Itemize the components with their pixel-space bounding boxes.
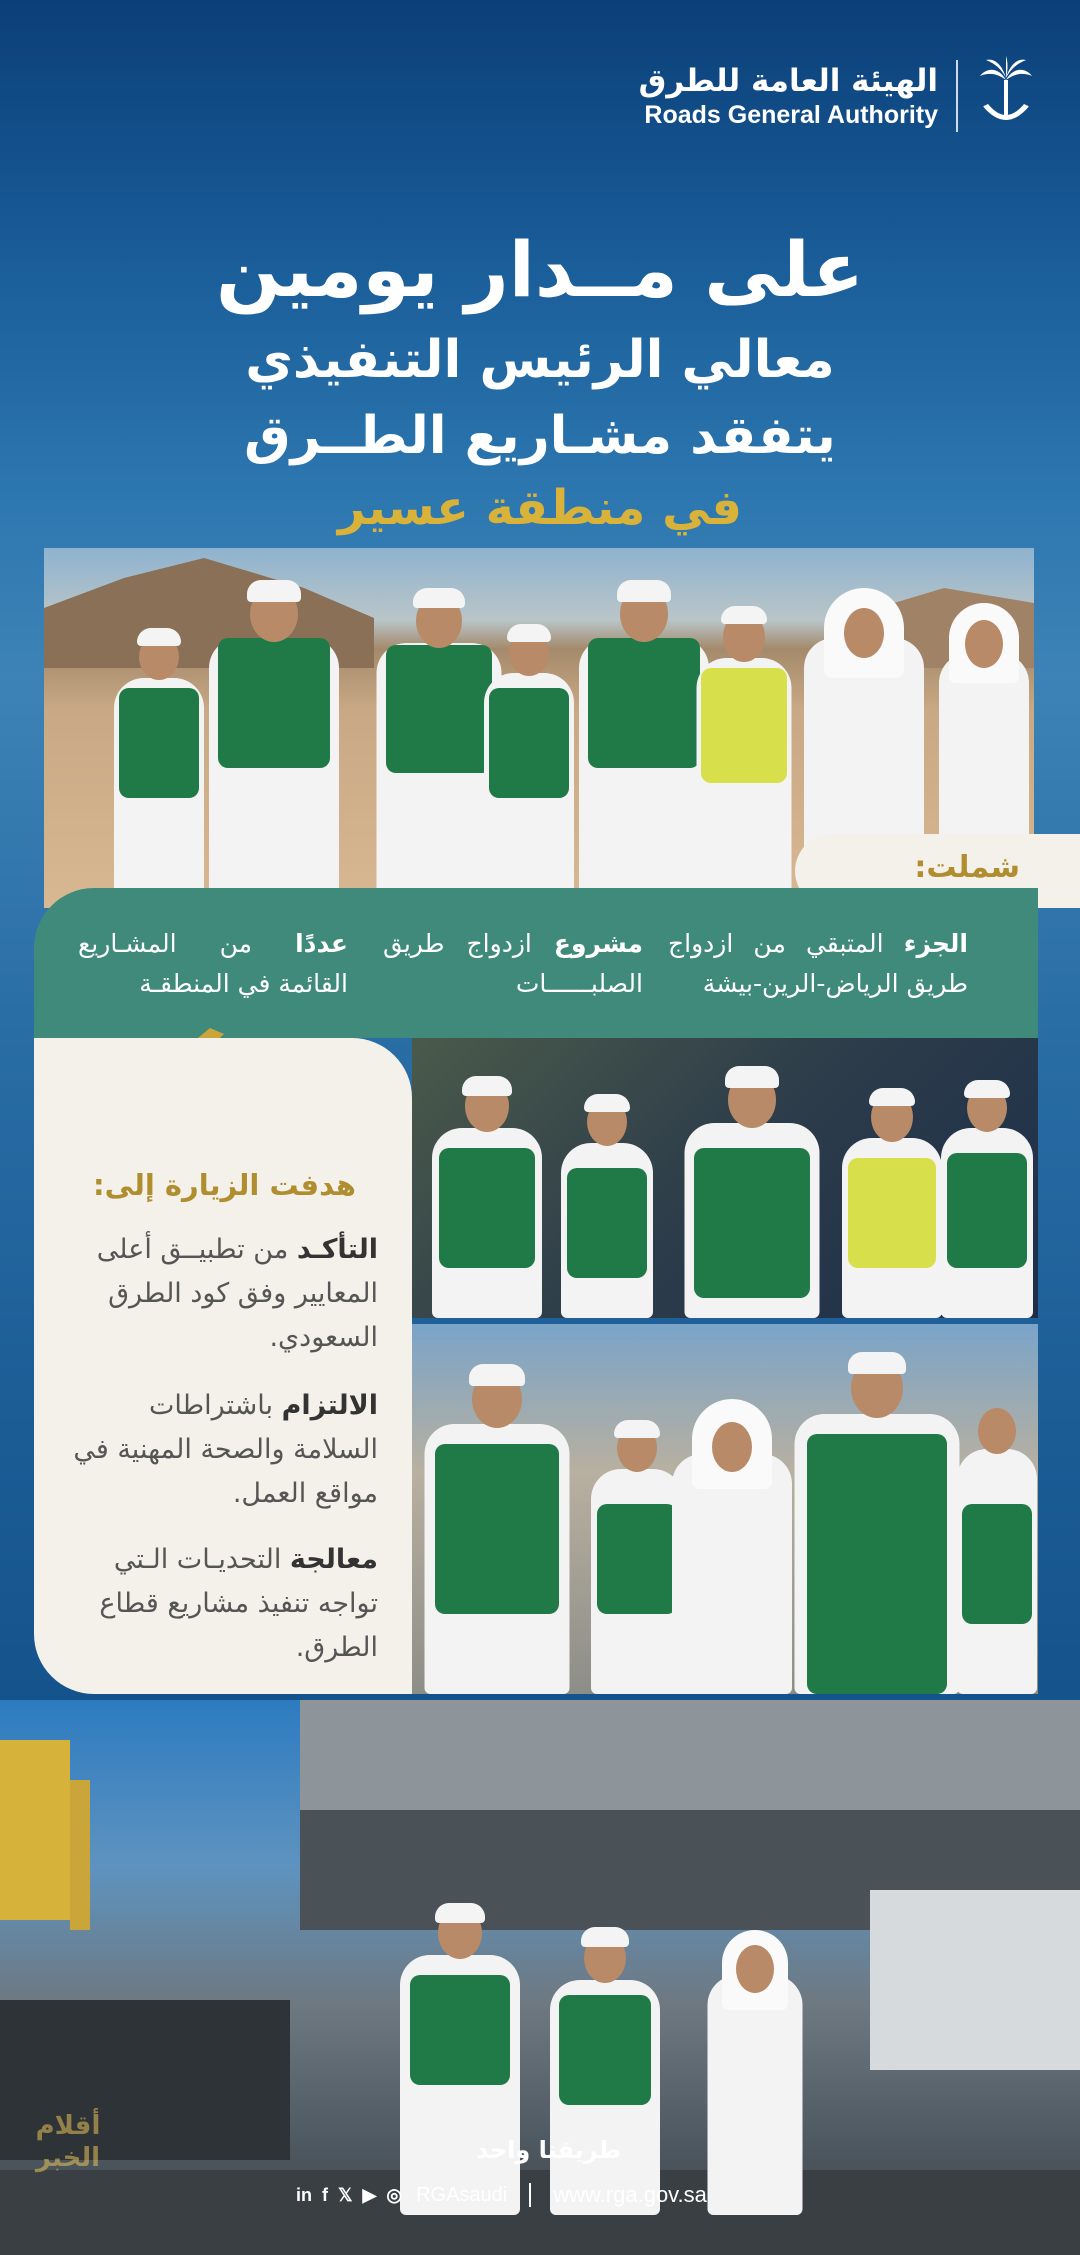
person: [782, 1334, 972, 1694]
palm-swords-icon: [976, 56, 1036, 136]
instagram-icon[interactable]: ◎: [386, 2184, 403, 2205]
footer-contacts: [296, 2182, 707, 2208]
headline-line-ceo: معالي الرئيس التنفيذي: [245, 330, 835, 390]
included-item-keyword: الجزء: [903, 929, 968, 958]
headline-subtitle: [0, 322, 1080, 474]
goal-item: [60, 1538, 378, 1670]
linkedin-icon[interactable]: in: [296, 2184, 312, 2205]
logo-arabic: الهيئة العامة للطرق: [638, 63, 938, 99]
goal-item-keyword: الالتزام: [281, 1390, 378, 1421]
x-icon[interactable]: 𝕏: [338, 2184, 353, 2205]
slogan: طريقنا واحد: [476, 2136, 622, 2164]
person: [700, 1915, 810, 2215]
included-item-text: من المشـاريع القائمة في المنطقـة: [78, 929, 348, 998]
logo-divider: [956, 60, 958, 132]
included-item-text: المتبقي من ازدواج طريق الرياض-الرين-بيشة: [668, 929, 968, 998]
visit-goals-card: [34, 1038, 412, 1694]
person: [194, 563, 354, 908]
person: [662, 1394, 802, 1694]
goal-item: [60, 1384, 378, 1516]
included-item-keyword: مشروع: [553, 929, 643, 958]
goal-item-text: التحديـات الـتي تواجه تنفيذ مشاريع قطاع الطرق.: [99, 1544, 378, 1663]
included-item: [668, 924, 968, 1004]
logo-text: [639, 62, 938, 130]
visit-goals-title: هدفت الزيارة إلى:: [93, 1168, 356, 1202]
headline-line-projects: يتفقد مشـاريع الطــرق: [244, 406, 836, 466]
goal-item-text: باشتراطات السلامة والصحة المهنية في مواقع العمل.: [73, 1390, 378, 1509]
goal-item-keyword: التأكـد: [296, 1234, 378, 1265]
person: [932, 1068, 1038, 1318]
included-label: شملت:: [914, 850, 1020, 885]
photo-inspection-day: [412, 1324, 1038, 1694]
person: [390, 1885, 530, 2215]
logo-english: Roads General Authority: [644, 101, 938, 129]
included-item: [78, 924, 348, 1004]
photo-inspection-night: [412, 1038, 1038, 1318]
headline-two-days: على مــدار يومين: [215, 225, 865, 314]
person: [684, 588, 804, 908]
headline-region: في منطقة عسير: [337, 480, 743, 536]
person: [952, 1384, 1038, 1694]
person: [422, 1068, 552, 1318]
photo-plant-site: [0, 1700, 1080, 2255]
included-item-text: ازدواج طريق الصلبــــــات: [383, 929, 643, 998]
watermark-line: الخبر: [35, 2143, 101, 2173]
person: [672, 1058, 832, 1318]
included-item-keyword: عددًا: [295, 929, 348, 958]
watermark-line: أقلام: [35, 2111, 101, 2141]
included-projects-panel: [34, 888, 1038, 1038]
footer-divider: [529, 2183, 531, 2207]
person: [552, 1088, 662, 1318]
website-link[interactable]: www.rga.gov.sa: [553, 2182, 707, 2207]
watermark-logo: [28, 2110, 108, 2220]
facebook-icon[interactable]: f: [322, 2184, 328, 2205]
goal-item-keyword: معالجة: [289, 1544, 378, 1575]
person: [540, 1915, 670, 2215]
person: [412, 1344, 582, 1694]
included-item: [383, 924, 643, 1004]
goal-item-text: من تطبيــق أعلى المعايير وفق كود الطرق السعودي.: [96, 1234, 378, 1353]
youtube-icon[interactable]: ▶: [362, 2184, 377, 2205]
rga-logo: [639, 56, 1036, 136]
social-handle[interactable]: RGAsaudi: [416, 2183, 508, 2206]
goal-item: [60, 1228, 378, 1360]
